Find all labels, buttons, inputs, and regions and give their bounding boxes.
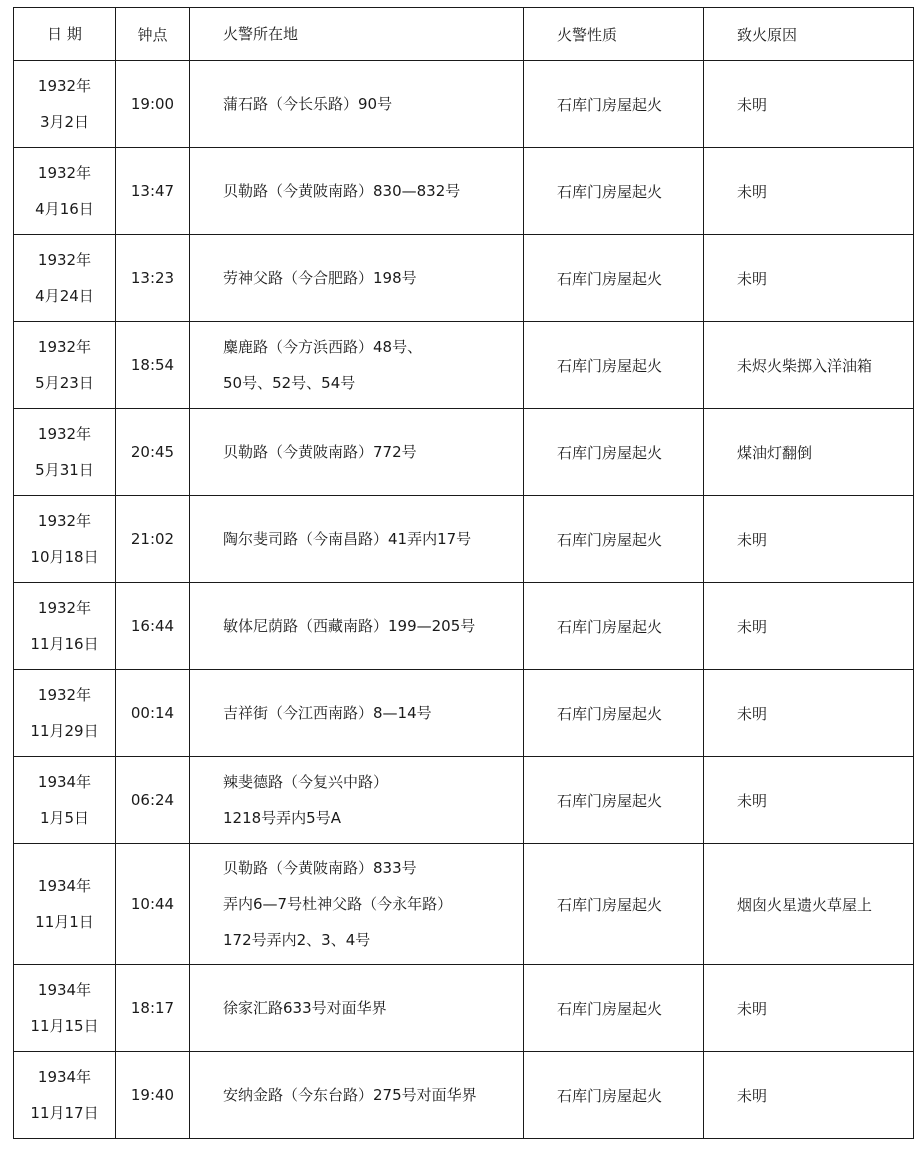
location-line: 贝勒路（今黄陂南路）772号 [223,443,417,461]
date-line: 4月16日 [35,200,94,218]
location-cell [190,148,524,235]
header-date: 日 期 [14,8,116,61]
table-row [14,409,914,496]
cause-cell: 烟囱火星遗火草屋上 [704,844,914,965]
location-cell [190,61,524,148]
date-line: 11月17日 [30,1104,99,1122]
date-line: 1934年 [37,773,92,791]
header-type: 火警性质 [524,8,704,61]
location-line: 敏体尼荫路（西藏南路）199—205号 [223,617,476,635]
time-cell: 20:45 [116,409,190,496]
date-line: 11月29日 [30,722,99,740]
location-cell [190,235,524,322]
location-cell [190,496,524,583]
date-cell [14,61,116,148]
header-cause: 致火原因 [704,8,914,61]
header-row [14,8,914,61]
date-line: 11月1日 [35,913,94,931]
location-cell [190,322,524,409]
table-row [14,965,914,1052]
cause-cell: 未明 [704,757,914,844]
location-line: 麋鹿路（今方浜西路）48号、 [223,338,423,356]
location-line: 安纳金路（今东台路）275号对面华界 [223,1086,477,1104]
location-cell [190,409,524,496]
cause-cell: 未明 [704,670,914,757]
location-line: 贝勒路（今黄陂南路）833号 [223,859,417,877]
date-line: 1932年 [37,599,92,617]
cause-cell: 未明 [704,61,914,148]
cause-cell: 未明 [704,148,914,235]
table-row [14,844,914,965]
table-row [14,61,914,148]
type-cell: 石库门房屋起火 [524,148,704,235]
date-line: 1932年 [37,77,92,95]
table-row [14,583,914,670]
fire-record-sheet [13,7,914,1139]
header-time: 钟点 [116,8,190,61]
type-cell: 石库门房屋起火 [524,583,704,670]
location-line: 172号弄内2、3、4号 [223,931,371,949]
date-line: 1932年 [37,686,92,704]
date-line: 1934年 [37,981,92,999]
table-row [14,322,914,409]
date-line: 1934年 [37,1068,92,1086]
fire-record-table [13,7,914,1139]
table-row [14,148,914,235]
table-body [14,61,914,1139]
cause-cell: 煤油灯翻倒 [704,409,914,496]
date-cell [14,670,116,757]
date-line: 1932年 [37,512,92,530]
type-cell: 石库门房屋起火 [524,670,704,757]
table-row [14,670,914,757]
date-line: 11月16日 [30,635,99,653]
date-line: 1934年 [37,877,92,895]
table-row [14,496,914,583]
location-line: 贝勒路（今黄陂南路）830—832号 [223,182,461,200]
date-line: 1932年 [37,425,92,443]
cause-cell: 未明 [704,496,914,583]
type-cell: 石库门房屋起火 [524,409,704,496]
date-line: 5月23日 [35,374,94,392]
date-line: 10月18日 [30,548,99,566]
type-cell: 石库门房屋起火 [524,965,704,1052]
location-line: 弄内6—7号杜神父路（今永年路） [223,895,453,913]
date-line: 1月5日 [39,809,90,827]
date-line: 1932年 [37,164,92,182]
date-cell [14,844,116,965]
cause-cell: 未明 [704,1052,914,1139]
time-cell: 18:17 [116,965,190,1052]
location-cell [190,583,524,670]
time-cell: 16:44 [116,583,190,670]
date-cell [14,757,116,844]
date-cell [14,583,116,670]
location-line: 蒲石路（今长乐路）90号 [223,95,393,113]
location-line: 陶尔斐司路（今南昌路）41弄内17号 [223,530,472,548]
date-line: 3月2日 [39,113,90,131]
cause-cell: 未明 [704,235,914,322]
table-row [14,757,914,844]
date-line: 1932年 [37,338,92,356]
time-cell: 10:44 [116,844,190,965]
cause-cell: 未明 [704,965,914,1052]
header-location: 火警所在地 [190,8,524,61]
table-row [14,235,914,322]
time-cell: 19:40 [116,1052,190,1139]
date-cell [14,235,116,322]
location-line: 辣斐德路（今复兴中路） [223,773,389,791]
type-cell: 石库门房屋起火 [524,61,704,148]
date-cell [14,148,116,235]
type-cell: 石库门房屋起火 [524,1052,704,1139]
date-cell [14,496,116,583]
location-line: 徐家汇路633号对面华界 [223,999,387,1017]
table-row [14,1052,914,1139]
location-line: 劳神父路（今合肥路）198号 [223,269,417,287]
date-line: 5月31日 [35,461,94,479]
location-cell [190,757,524,844]
date-line: 11月15日 [30,1017,99,1035]
time-cell: 06:24 [116,757,190,844]
cause-cell: 未烬火柴掷入洋油箱 [704,322,914,409]
location-cell [190,844,524,965]
date-line: 1932年 [37,251,92,269]
location-line: 1218号弄内5号A [223,809,341,827]
time-cell: 00:14 [116,670,190,757]
time-cell: 18:54 [116,322,190,409]
time-cell: 19:00 [116,61,190,148]
time-cell: 13:23 [116,235,190,322]
location-cell [190,1052,524,1139]
type-cell: 石库门房屋起火 [524,235,704,322]
time-cell: 21:02 [116,496,190,583]
type-cell: 石库门房屋起火 [524,322,704,409]
date-line: 4月24日 [35,287,94,305]
type-cell: 石库门房屋起火 [524,844,704,965]
location-cell [190,965,524,1052]
cause-cell: 未明 [704,583,914,670]
time-cell: 13:47 [116,148,190,235]
type-cell: 石库门房屋起火 [524,496,704,583]
date-cell [14,409,116,496]
location-line: 吉祥街（今江西南路）8—14号 [223,704,432,722]
location-line: 50号、52号、54号 [223,374,356,392]
date-cell [14,322,116,409]
type-cell: 石库门房屋起火 [524,757,704,844]
date-cell [14,1052,116,1139]
location-cell [190,670,524,757]
date-cell [14,965,116,1052]
